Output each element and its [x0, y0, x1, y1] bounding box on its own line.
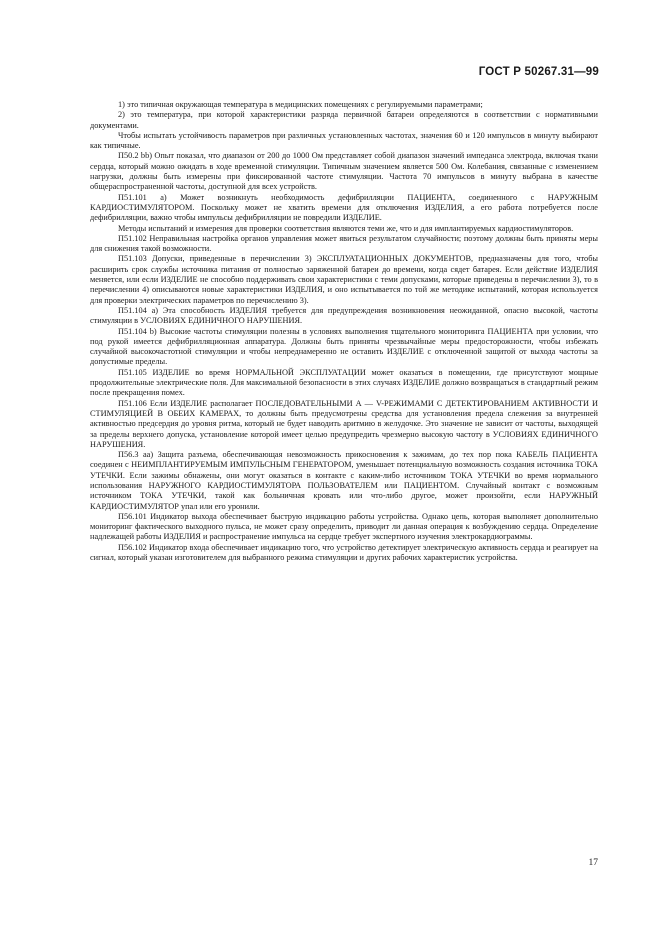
standard-id-header: ГОСТ Р 50267.31—99: [478, 66, 599, 78]
paragraph: 1) это типичная окружающая температура в медицинских помещениях с регулируемыми параметрами;: [118, 100, 483, 109]
paragraph: 2) это температура, при которой характеристики разряда первичной батареи определяются в соответствии с нормативными документами.: [90, 110, 598, 130]
page-number: 17: [588, 858, 598, 868]
body-text: [90, 100, 598, 563]
paragraph: П51.105 ИЗДЕЛИЕ во время НОРМАЛЬНОЙ ЭКСПЛУАТАЦИИ может оказаться в помещении, где присутствуют мощные продолжительные электрические поля. Для максимальной безопасности в этих случаях ИЗДЕЛИЕ должно возвращаться в стандартный режим после прекращения помех.: [90, 367, 598, 398]
paragraph: П51.104 а) Эта способность ИЗДЕЛИЯ требуется для предупреждения возникновения неожиданной, опасно высокой, частоты стимуляции в УСЛОВИЯХ ЕДИНИЧНОГО НАРУШЕНИЯ.: [90, 305, 598, 326]
paragraph: П56.101 Индикатор выхода обеспечивает быструю индикацию работы устройства. Однако цепь, которая выполняет дополнительно мониторинг фактического выходного пульса, не может сразу определить, приводит ли данная операция к возбуждению сердца. Определение надлежащей работы ИЗДЕЛИЯ и распространение импульса на сердце требует экспертного изучения электрокардиограммы.: [90, 511, 598, 542]
paragraph: П51.101 а) Может возникнуть необходимость дефибрилляции ПАЦИЕНТА, соединенного с НАРУЖНЫМ КАРДИОСТИМУЛЯТОРОМ. Поскольку может не хватить времени для отключения ИЗДЕЛИЯ, а его работа потребуется после дефибрилляции, важно чтобы импульсы дефибрилляции не повредили ИЗДЕЛИЕ.: [90, 192, 598, 223]
paragraph: П51.106 Если ИЗДЕЛИЕ располагает ПОСЛЕДОВАТЕЛЬНЫМИ А — V-РЕЖИМАМИ С ДЕТЕКТИРОВАНИЕМ АКТИВНОСТИ И СТИМУЛЯЦИЕЙ В ОБЕИХ КАМЕРАХ, то должны быть предусмотрены средства для установления предела слежения за внутренней активностью предсердия до уровня ритма, который не будет наводить аритмию в желудочке. Это значение не зависит от частоты, выходящей за пределы верхнего допуска, установление которой имеет целью предупредить чрезмерно высокую частоту в УСЛОВИЯХ ЕДИНИЧНОГО НАРУШЕНИЯ.: [90, 398, 598, 449]
paragraph: Чтобы испытать устойчивость параметров при различных установленных частотах, значения 60 и 120 импульсов в минуту выбирают как типичные.: [90, 130, 598, 151]
paragraph: П51.102 Неправильная настройка органов управления может явиться результатом случайности; поэтому должны быть приняты меры для снижения такой возможности.: [90, 233, 598, 254]
paragraph: П56.3 аа) Защита разъема, обеспечивающая невозможность прикосновения к зажимам, до тех пор пока КАБЕЛЬ ПАЦИЕНТА соединен с НЕИМПЛАНТИРУЕМЫМ ИМПУЛЬСНЫМ ГЕНЕРАТОРОМ, уменьшает потенциальную возможность создания источника ТОКА УТЕЧКИ. Если зажимы обнажены, они могут оказаться в контакте с каким-либо источником ТОКА УТЕЧКИ во время нормального использования НАРУЖНОГО КАРДИОСТИМУЛЯТОРА ПОЛЬЗОВАТЕЛЕМ или ПАЦИЕНТОМ. Случайный контакт с возможным источником ТОКА УТЕЧКИ, такой как больничная кровать или что-либо другое, может произойти, если НАРУЖНЫЙ КАРДИОСТИМУЛЯТОР упал или его уронили.: [90, 450, 598, 511]
paragraph: П50.2 bb) Опыт показал, что диапазон от 200 до 1000 Ом представляет собой диапазон значений импеданса электрода, включая ткани сердца, который можно ожидать в ходе временной стимуляции. Типичным значением является 500 Ом. Колебания, связанные с изменением нагрузки, должны быть измерены при фиксированной частоте стимуляции. Частота 70 импульсов в минуту выбрана в качестве общераспространенной частоты, доступной для всех устройств.: [90, 151, 598, 192]
paragraph: П51.103 Допуски, приведенные в перечислении 3) ЭКСПЛУАТАЦИОННЫХ ДОКУМЕНТОВ, предназначены для того, чтобы расширить срок службы источника питания от полностью заряженной батареи до времени, когда сядет батарея. Если действие ИЗДЕЛИЯ меняется, или если ИЗДЕЛИЕ не способно поддерживать свои характеристики с теми допусками, которые приведены в перечислении 3), то в перечислении 4) описываются новые характеристики ИЗДЕЛИЯ, и оно испытывается по той же методике испытаний, которая используется для проверки электрических параметров по перечислению 3).: [90, 254, 598, 305]
paragraph: Методы испытаний и измерения для проверки соответствия являются теми же, что и для имплантируемых кардиостимуляторов.: [118, 223, 574, 233]
paragraph: П56.102 Индикатор входа обеспечивает индикацию того, что устройство детектирует электрическую активность сердца и реагирует на сигнал, который указан изготовителем для выбранного режима стимуляции и других рабочих характеристик устройства.: [90, 542, 598, 563]
paragraph: П51.104 b) Высокие частоты стимуляции полезны в условиях выполнения тщательного мониторинга ПАЦИЕНТА при условии, что под рукой имеется дефибрилляционная аппаратура. Должны быть приняты чрезвычайные меры предосторожности, чтобы избежать случайной высокочастотной стимуляции и чтобы непреднамеренно не оставить ИЗДЕЛИЕ с отключенной защитой от выхода частоты за допустимые пределы.: [90, 326, 598, 367]
